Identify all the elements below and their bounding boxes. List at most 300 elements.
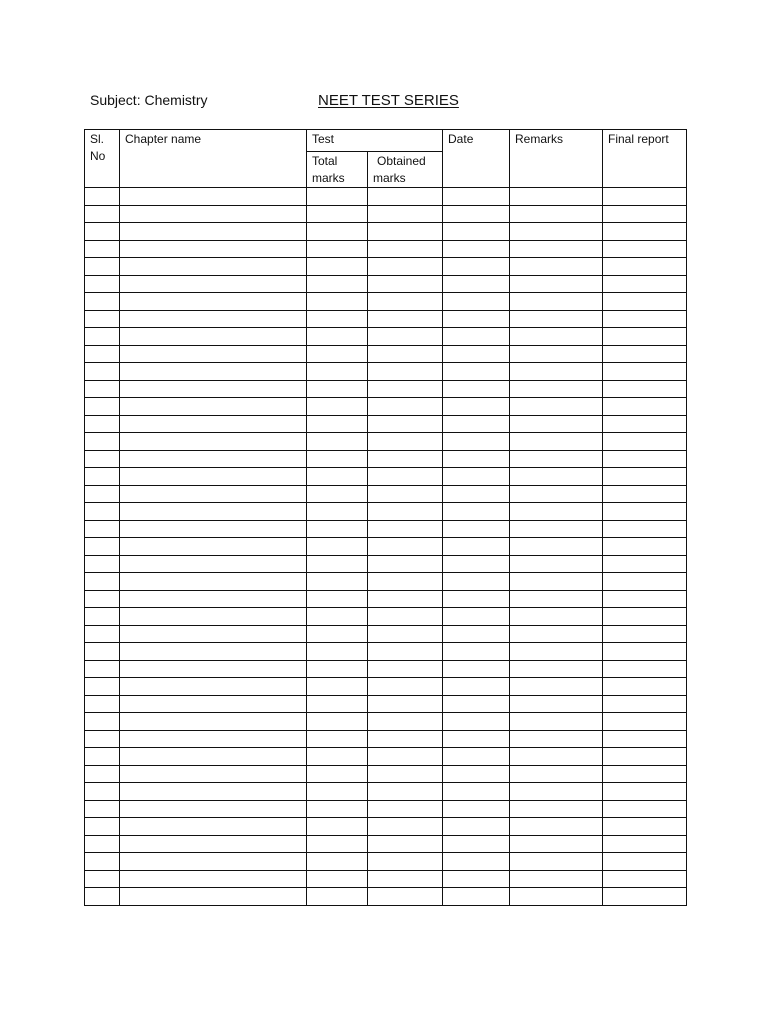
cell-obtained-marks[interactable] [368, 573, 443, 591]
cell-date[interactable] [443, 608, 510, 626]
cell-date[interactable] [443, 205, 510, 223]
cell-total-marks[interactable] [307, 800, 368, 818]
cell-remarks[interactable] [510, 835, 603, 853]
cell-date[interactable] [443, 258, 510, 276]
cell-sl-no[interactable] [85, 818, 120, 836]
cell-total-marks[interactable] [307, 748, 368, 766]
cell-sl-no[interactable] [85, 835, 120, 853]
cell-remarks[interactable] [510, 415, 603, 433]
cell-sl-no[interactable] [85, 328, 120, 346]
cell-date[interactable] [443, 643, 510, 661]
cell-final-report[interactable] [603, 713, 687, 731]
header-date: Date [443, 130, 510, 188]
cell-total-marks[interactable] [307, 240, 368, 258]
table-row [85, 450, 687, 468]
cell-date[interactable] [443, 660, 510, 678]
cell-final-report[interactable] [603, 415, 687, 433]
cell-chapter-name[interactable] [120, 310, 307, 328]
cell-date[interactable] [443, 485, 510, 503]
cell-date[interactable] [443, 555, 510, 573]
cell-remarks[interactable] [510, 468, 603, 486]
cell-remarks[interactable] [510, 818, 603, 836]
cell-sl-no[interactable] [85, 450, 120, 468]
cell-remarks[interactable] [510, 205, 603, 223]
cell-total-marks[interactable] [307, 590, 368, 608]
cell-remarks[interactable] [510, 450, 603, 468]
cell-chapter-name[interactable] [120, 223, 307, 241]
cell-sl-no[interactable] [85, 240, 120, 258]
cell-sl-no[interactable] [85, 363, 120, 381]
cell-total-marks[interactable] [307, 310, 368, 328]
cell-remarks[interactable] [510, 538, 603, 556]
cell-total-marks[interactable] [307, 783, 368, 801]
cell-remarks[interactable] [510, 573, 603, 591]
cell-sl-no[interactable] [85, 468, 120, 486]
cell-chapter-name[interactable] [120, 870, 307, 888]
cell-chapter-name[interactable] [120, 363, 307, 381]
cell-date[interactable] [443, 328, 510, 346]
cell-obtained-marks[interactable] [368, 188, 443, 206]
cell-sl-no[interactable] [85, 888, 120, 906]
cell-final-report[interactable] [603, 608, 687, 626]
cell-sl-no[interactable] [85, 415, 120, 433]
cell-final-report[interactable] [603, 695, 687, 713]
cell-obtained-marks[interactable] [368, 853, 443, 871]
cell-final-report[interactable] [603, 223, 687, 241]
cell-final-report[interactable] [603, 765, 687, 783]
cell-date[interactable] [443, 433, 510, 451]
cell-chapter-name[interactable] [120, 345, 307, 363]
cell-sl-no[interactable] [85, 538, 120, 556]
cell-final-report[interactable] [603, 888, 687, 906]
cell-chapter-name[interactable] [120, 853, 307, 871]
cell-final-report[interactable] [603, 818, 687, 836]
cell-date[interactable] [443, 240, 510, 258]
cell-final-report[interactable] [603, 275, 687, 293]
cell-date[interactable] [443, 380, 510, 398]
cell-chapter-name[interactable] [120, 888, 307, 906]
cell-remarks[interactable] [510, 625, 603, 643]
cell-final-report[interactable] [603, 590, 687, 608]
cell-remarks[interactable] [510, 380, 603, 398]
cell-final-report[interactable] [603, 643, 687, 661]
cell-total-marks[interactable] [307, 713, 368, 731]
cell-remarks[interactable] [510, 730, 603, 748]
cell-sl-no[interactable] [85, 398, 120, 416]
cell-remarks[interactable] [510, 398, 603, 416]
cell-final-report[interactable] [603, 450, 687, 468]
cell-remarks[interactable] [510, 713, 603, 731]
cell-chapter-name[interactable] [120, 258, 307, 276]
cell-sl-no[interactable] [85, 765, 120, 783]
cell-remarks[interactable] [510, 748, 603, 766]
cell-chapter-name[interactable] [120, 188, 307, 206]
table-row [85, 835, 687, 853]
cell-total-marks[interactable] [307, 503, 368, 521]
cell-sl-no[interactable] [85, 258, 120, 276]
cell-remarks[interactable] [510, 800, 603, 818]
cell-chapter-name[interactable] [120, 205, 307, 223]
cell-remarks[interactable] [510, 870, 603, 888]
cell-final-report[interactable] [603, 853, 687, 871]
cell-final-report[interactable] [603, 748, 687, 766]
cell-total-marks[interactable] [307, 328, 368, 346]
cell-obtained-marks[interactable] [368, 555, 443, 573]
cell-obtained-marks[interactable] [368, 538, 443, 556]
cell-chapter-name[interactable] [120, 468, 307, 486]
cell-sl-no[interactable] [85, 310, 120, 328]
cell-date[interactable] [443, 800, 510, 818]
cell-remarks[interactable] [510, 275, 603, 293]
cell-obtained-marks[interactable] [368, 345, 443, 363]
cell-date[interactable] [443, 730, 510, 748]
cell-date[interactable] [443, 310, 510, 328]
cell-final-report[interactable] [603, 380, 687, 398]
cell-chapter-name[interactable] [120, 398, 307, 416]
cell-chapter-name[interactable] [120, 450, 307, 468]
table-row [85, 800, 687, 818]
cell-chapter-name[interactable] [120, 678, 307, 696]
cell-obtained-marks[interactable] [368, 275, 443, 293]
cell-date[interactable] [443, 853, 510, 871]
cell-obtained-marks[interactable] [368, 415, 443, 433]
table-row [85, 240, 687, 258]
cell-sl-no[interactable] [85, 713, 120, 731]
cell-total-marks[interactable] [307, 730, 368, 748]
cell-total-marks[interactable] [307, 275, 368, 293]
cell-remarks[interactable] [510, 258, 603, 276]
cell-final-report[interactable] [603, 538, 687, 556]
cell-obtained-marks[interactable] [368, 818, 443, 836]
cell-chapter-name[interactable] [120, 503, 307, 521]
cell-chapter-name[interactable] [120, 643, 307, 661]
cell-obtained-marks[interactable] [368, 223, 443, 241]
cell-obtained-marks[interactable] [368, 380, 443, 398]
cell-remarks[interactable] [510, 345, 603, 363]
cell-chapter-name[interactable] [120, 625, 307, 643]
cell-sl-no[interactable] [85, 433, 120, 451]
cell-final-report[interactable] [603, 800, 687, 818]
cell-total-marks[interactable] [307, 345, 368, 363]
cell-total-marks[interactable] [307, 625, 368, 643]
cell-final-report[interactable] [603, 678, 687, 696]
cell-obtained-marks[interactable] [368, 205, 443, 223]
cell-chapter-name[interactable] [120, 555, 307, 573]
cell-final-report[interactable] [603, 783, 687, 801]
cell-obtained-marks[interactable] [368, 433, 443, 451]
cell-date[interactable] [443, 818, 510, 836]
cell-obtained-marks[interactable] [368, 520, 443, 538]
cell-remarks[interactable] [510, 643, 603, 661]
cell-final-report[interactable] [603, 205, 687, 223]
cell-final-report[interactable] [603, 485, 687, 503]
cell-remarks[interactable] [510, 783, 603, 801]
cell-date[interactable] [443, 398, 510, 416]
cell-date[interactable] [443, 625, 510, 643]
cell-chapter-name[interactable] [120, 415, 307, 433]
cell-remarks[interactable] [510, 888, 603, 906]
cell-obtained-marks[interactable] [368, 608, 443, 626]
cell-remarks[interactable] [510, 293, 603, 311]
cell-chapter-name[interactable] [120, 748, 307, 766]
cell-obtained-marks[interactable] [368, 258, 443, 276]
cell-final-report[interactable] [603, 433, 687, 451]
cell-obtained-marks[interactable] [368, 730, 443, 748]
cell-obtained-marks[interactable] [368, 398, 443, 416]
cell-total-marks[interactable] [307, 398, 368, 416]
cell-date[interactable] [443, 293, 510, 311]
cell-sl-no[interactable] [85, 800, 120, 818]
cell-date[interactable] [443, 590, 510, 608]
cell-chapter-name[interactable] [120, 765, 307, 783]
table-row [85, 573, 687, 591]
cell-final-report[interactable] [603, 240, 687, 258]
cell-sl-no[interactable] [85, 643, 120, 661]
cell-date[interactable] [443, 363, 510, 381]
cell-date[interactable] [443, 678, 510, 696]
cell-total-marks[interactable] [307, 818, 368, 836]
cell-sl-no[interactable] [85, 730, 120, 748]
cell-sl-no[interactable] [85, 590, 120, 608]
cell-total-marks[interactable] [307, 205, 368, 223]
cell-chapter-name[interactable] [120, 573, 307, 591]
table-row [85, 380, 687, 398]
cell-final-report[interactable] [603, 625, 687, 643]
cell-sl-no[interactable] [85, 608, 120, 626]
cell-sl-no[interactable] [85, 188, 120, 206]
cell-final-report[interactable] [603, 345, 687, 363]
table-row [85, 853, 687, 871]
cell-date[interactable] [443, 748, 510, 766]
cell-obtained-marks[interactable] [368, 240, 443, 258]
cell-obtained-marks[interactable] [368, 485, 443, 503]
cell-final-report[interactable] [603, 835, 687, 853]
cell-remarks[interactable] [510, 503, 603, 521]
cell-obtained-marks[interactable] [368, 310, 443, 328]
cell-remarks[interactable] [510, 590, 603, 608]
cell-obtained-marks[interactable] [368, 800, 443, 818]
cell-sl-no[interactable] [85, 870, 120, 888]
cell-total-marks[interactable] [307, 450, 368, 468]
cell-chapter-name[interactable] [120, 328, 307, 346]
cell-chapter-name[interactable] [120, 608, 307, 626]
cell-obtained-marks[interactable] [368, 888, 443, 906]
cell-chapter-name[interactable] [120, 800, 307, 818]
cell-obtained-marks[interactable] [368, 590, 443, 608]
cell-date[interactable] [443, 503, 510, 521]
cell-total-marks[interactable] [307, 468, 368, 486]
cell-remarks[interactable] [510, 485, 603, 503]
cell-sl-no[interactable] [85, 678, 120, 696]
cell-total-marks[interactable] [307, 695, 368, 713]
cell-total-marks[interactable] [307, 888, 368, 906]
cell-final-report[interactable] [603, 730, 687, 748]
cell-final-report[interactable] [603, 293, 687, 311]
cell-sl-no[interactable] [85, 485, 120, 503]
cell-total-marks[interactable] [307, 485, 368, 503]
cell-chapter-name[interactable] [120, 713, 307, 731]
cell-chapter-name[interactable] [120, 380, 307, 398]
cell-date[interactable] [443, 450, 510, 468]
cell-total-marks[interactable] [307, 223, 368, 241]
cell-remarks[interactable] [510, 328, 603, 346]
cell-date[interactable] [443, 835, 510, 853]
cell-remarks[interactable] [510, 678, 603, 696]
cell-sl-no[interactable] [85, 555, 120, 573]
cell-total-marks[interactable] [307, 555, 368, 573]
cell-remarks[interactable] [510, 555, 603, 573]
header-chapter-name: Chapter name [120, 130, 307, 188]
cell-obtained-marks[interactable] [368, 468, 443, 486]
cell-remarks[interactable] [510, 363, 603, 381]
cell-total-marks[interactable] [307, 660, 368, 678]
cell-date[interactable] [443, 275, 510, 293]
cell-chapter-name[interactable] [120, 835, 307, 853]
cell-final-report[interactable] [603, 573, 687, 591]
cell-date[interactable] [443, 783, 510, 801]
cell-chapter-name[interactable] [120, 818, 307, 836]
cell-date[interactable] [443, 188, 510, 206]
cell-final-report[interactable] [603, 310, 687, 328]
cell-total-marks[interactable] [307, 573, 368, 591]
cell-obtained-marks[interactable] [368, 783, 443, 801]
cell-remarks[interactable] [510, 188, 603, 206]
cell-obtained-marks[interactable] [368, 765, 443, 783]
cell-obtained-marks[interactable] [368, 713, 443, 731]
cell-obtained-marks[interactable] [368, 503, 443, 521]
cell-sl-no[interactable] [85, 695, 120, 713]
cell-date[interactable] [443, 695, 510, 713]
cell-date[interactable] [443, 468, 510, 486]
cell-date[interactable] [443, 870, 510, 888]
cell-total-marks[interactable] [307, 433, 368, 451]
cell-chapter-name[interactable] [120, 590, 307, 608]
cell-obtained-marks[interactable] [368, 450, 443, 468]
cell-obtained-marks[interactable] [368, 870, 443, 888]
cell-sl-no[interactable] [85, 345, 120, 363]
cell-remarks[interactable] [510, 433, 603, 451]
cell-chapter-name[interactable] [120, 485, 307, 503]
cell-date[interactable] [443, 713, 510, 731]
cell-sl-no[interactable] [85, 205, 120, 223]
cell-date[interactable] [443, 223, 510, 241]
cell-final-report[interactable] [603, 520, 687, 538]
cell-chapter-name[interactable] [120, 293, 307, 311]
cell-sl-no[interactable] [85, 293, 120, 311]
cell-date[interactable] [443, 573, 510, 591]
cell-obtained-marks[interactable] [368, 328, 443, 346]
cell-sl-no[interactable] [85, 625, 120, 643]
cell-sl-no[interactable] [85, 853, 120, 871]
cell-obtained-marks[interactable] [368, 293, 443, 311]
cell-total-marks[interactable] [307, 835, 368, 853]
cell-final-report[interactable] [603, 258, 687, 276]
cell-remarks[interactable] [510, 853, 603, 871]
cell-total-marks[interactable] [307, 258, 368, 276]
cell-date[interactable] [443, 888, 510, 906]
cell-final-report[interactable] [603, 398, 687, 416]
header-final-report: Final report [603, 130, 687, 188]
cell-sl-no[interactable] [85, 223, 120, 241]
cell-obtained-marks[interactable] [368, 363, 443, 381]
cell-remarks[interactable] [510, 520, 603, 538]
cell-total-marks[interactable] [307, 538, 368, 556]
cell-total-marks[interactable] [307, 520, 368, 538]
cell-final-report[interactable] [603, 870, 687, 888]
cell-obtained-marks[interactable] [368, 695, 443, 713]
cell-chapter-name[interactable] [120, 538, 307, 556]
cell-date[interactable] [443, 345, 510, 363]
cell-total-marks[interactable] [307, 293, 368, 311]
table-row [85, 258, 687, 276]
cell-chapter-name[interactable] [120, 783, 307, 801]
cell-total-marks[interactable] [307, 643, 368, 661]
cell-total-marks[interactable] [307, 188, 368, 206]
table-body [85, 188, 687, 906]
cell-final-report[interactable] [603, 188, 687, 206]
cell-final-report[interactable] [603, 328, 687, 346]
cell-remarks[interactable] [510, 240, 603, 258]
cell-total-marks[interactable] [307, 363, 368, 381]
cell-obtained-marks[interactable] [368, 678, 443, 696]
cell-chapter-name[interactable] [120, 695, 307, 713]
cell-final-report[interactable] [603, 468, 687, 486]
cell-sl-no[interactable] [85, 275, 120, 293]
cell-total-marks[interactable] [307, 765, 368, 783]
cell-remarks[interactable] [510, 608, 603, 626]
cell-date[interactable] [443, 765, 510, 783]
cell-chapter-name[interactable] [120, 520, 307, 538]
cell-final-report[interactable] [603, 503, 687, 521]
cell-obtained-marks[interactable] [368, 748, 443, 766]
cell-sl-no[interactable] [85, 380, 120, 398]
cell-final-report[interactable] [603, 660, 687, 678]
cell-sl-no[interactable] [85, 520, 120, 538]
table-row [85, 590, 687, 608]
cell-obtained-marks[interactable] [368, 625, 443, 643]
cell-remarks[interactable] [510, 310, 603, 328]
cell-date[interactable] [443, 520, 510, 538]
cell-sl-no[interactable] [85, 748, 120, 766]
cell-chapter-name[interactable] [120, 730, 307, 748]
cell-chapter-name[interactable] [120, 433, 307, 451]
cell-obtained-marks[interactable] [368, 643, 443, 661]
cell-sl-no[interactable] [85, 783, 120, 801]
cell-date[interactable] [443, 538, 510, 556]
cell-sl-no[interactable] [85, 503, 120, 521]
cell-obtained-marks[interactable] [368, 835, 443, 853]
cell-chapter-name[interactable] [120, 240, 307, 258]
cell-total-marks[interactable] [307, 678, 368, 696]
cell-chapter-name[interactable] [120, 275, 307, 293]
cell-chapter-name[interactable] [120, 660, 307, 678]
cell-date[interactable] [443, 415, 510, 433]
cell-obtained-marks[interactable] [368, 660, 443, 678]
cell-total-marks[interactable] [307, 380, 368, 398]
cell-total-marks[interactable] [307, 870, 368, 888]
cell-remarks[interactable] [510, 223, 603, 241]
cell-remarks[interactable] [510, 660, 603, 678]
cell-final-report[interactable] [603, 555, 687, 573]
cell-sl-no[interactable] [85, 573, 120, 591]
cell-sl-no[interactable] [85, 660, 120, 678]
cell-total-marks[interactable] [307, 415, 368, 433]
cell-remarks[interactable] [510, 695, 603, 713]
cell-total-marks[interactable] [307, 853, 368, 871]
cell-final-report[interactable] [603, 363, 687, 381]
cell-remarks[interactable] [510, 765, 603, 783]
cell-total-marks[interactable] [307, 608, 368, 626]
